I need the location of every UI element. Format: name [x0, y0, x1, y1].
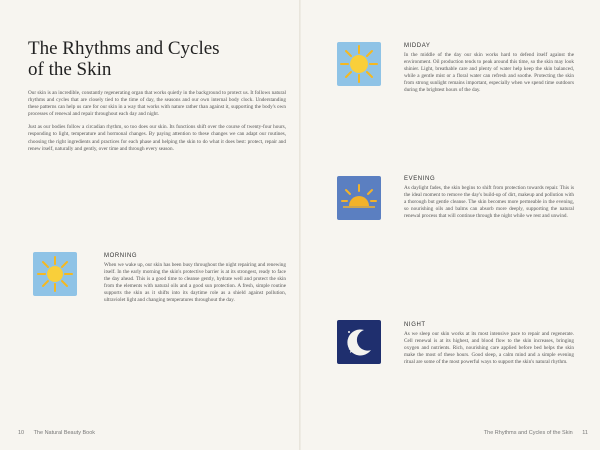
intro-paragraph-2: Just as our bodies follow a circadian rhythm, so too does our skin. Its functions shift over the course of twenty-four hours, responding to light, temperature and hormonal changes. By paying attention to these changes we can adapt our routines, choosing the right ingredients and practices for each phase and helping the skin to do what it does best: protect, repair and renew itself, naturally and gently, over time and through every season. [28, 124, 286, 152]
night-moon-icon [337, 320, 381, 364]
midday-section [404, 43, 574, 95]
midday-sun-icon [337, 42, 381, 86]
right-running-title: The Rhythms and Cycles of the Skin [483, 430, 573, 436]
book-gutter [299, 0, 301, 450]
midday-text: In the middle of the day our skin works hard to defend itself against the environment. Oil production tends to peak around this time, so the skin may look shinier. Light, breathable care and plenty of water help keep the skin balanced, while a gentle mist or a floral water can refresh and soothe. Protecting the skin from strong sunlight remains important, especially when we spend time outdoors during the brightest hours of the day. [404, 52, 574, 94]
evening-text: As daylight fades, the skin begins to shift from protection towards repair. This is the ideal moment to remove the day's build-up of dirt, makeup and pollution with a thorough but gentle cleanse. The skin becomes more permeable in the evening, so nourishing oils and balms can absorb more deeply, supporting the natural renewal process that will continue through the night while we rest and unwind. [404, 185, 574, 220]
left-page-number: 10 [18, 430, 25, 436]
left-running-title: The Natural Beauty Book [33, 430, 96, 436]
title-line-1: The Rhythms and Cycles [28, 38, 220, 59]
right-footer [484, 430, 588, 436]
evening-sunset-icon [337, 176, 381, 220]
left-page-text [28, 38, 286, 159]
night-section [404, 322, 574, 366]
morning-sun-icon [33, 252, 77, 296]
morning-text: When we wake up, our skin has been busy throughout the night repairing and renewing itself. In the early morning the skin's protective barrier is at its strongest, ready to face the day ahead. This is a good time to cleanse gently, hydrate well and protect the skin from the elements with natural oils and a good sun protection. A fresh, simple routine supports the skin as it shifts into its daytime role as a shield against pollution, ultraviolet light and changing temperatures throughout the day. [104, 262, 286, 304]
page-title [28, 38, 286, 80]
midday-heading: MIDDAY [404, 43, 431, 49]
morning-heading: MORNING [104, 253, 138, 259]
left-footer [18, 430, 95, 436]
title-line-2: of the Skin [28, 59, 112, 80]
night-heading: NIGHT [404, 322, 426, 328]
intro-paragraph-1: Our skin is an incredible, constantly regenerating organ that works quietly in the background to protect us. It follows natural rhythms and cycles that are closely tied to the time of day, the seasons and our own internal body clock. Understanding these patterns can help us care for our skin in a way that works with nature rather than against it, supporting the body's own processes of renewal and repair throughout each day and night. [28, 90, 286, 118]
evening-section [404, 176, 574, 220]
evening-heading: EVENING [404, 176, 436, 182]
morning-section [104, 253, 286, 305]
right-page-number: 11 [582, 430, 588, 436]
night-text: As we sleep our skin works at its most intensive pace to repair and regenerate. Cell renewal is at its highest, and blood flow to the skin increases, bringing oxygen and nutrients. Rich, nourishing care applied before bed helps the skin make the most of these hours. Good sleep, a calm mind and a simple evening ritual are some of the most powerful ways to support the skin's natural rhythm. [404, 331, 574, 366]
